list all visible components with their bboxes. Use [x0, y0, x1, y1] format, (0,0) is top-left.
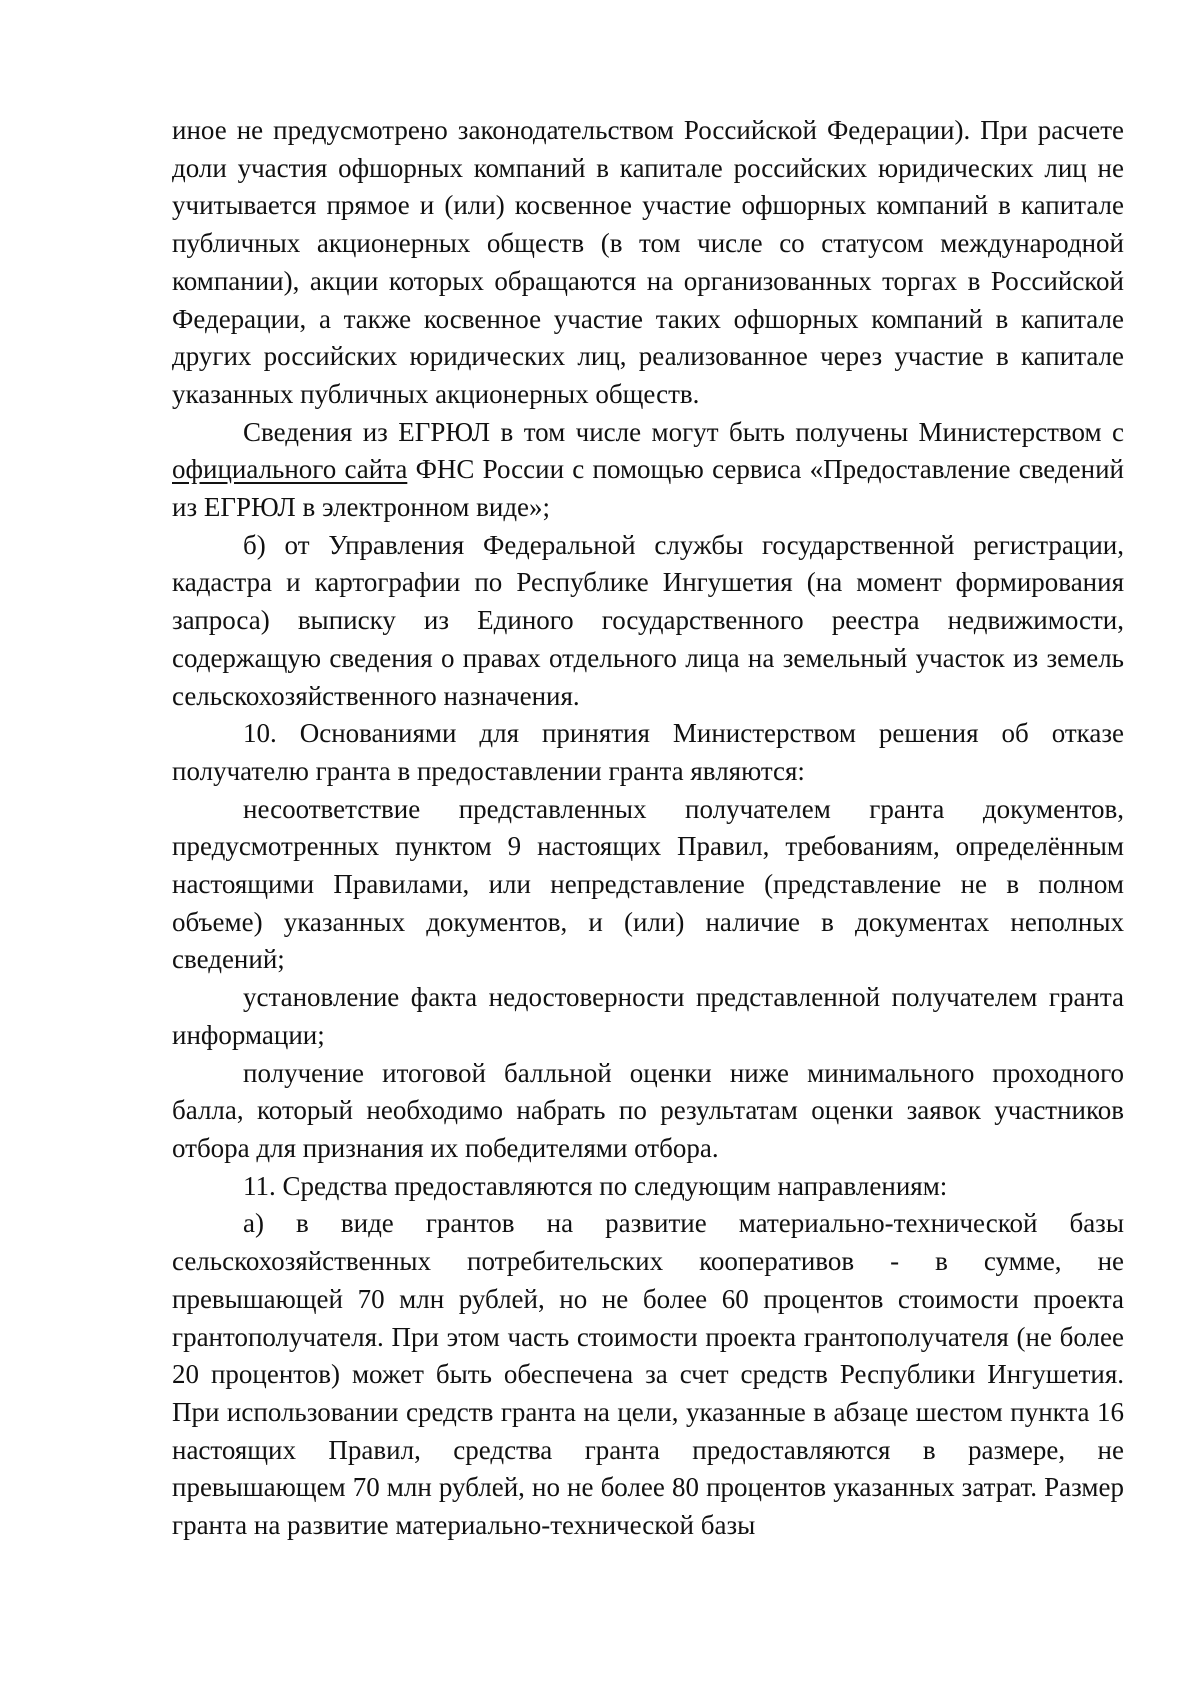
paragraph-11-directions: 11. Средства предоставляются по следующим направлениям:	[243, 1170, 948, 1201]
paragraph-egrul-text-start: Сведения из ЕГРЮЛ в том числе могут быть получены Министерством с	[243, 416, 1124, 447]
document-body	[172, 112, 1124, 1545]
paragraph-egrul-info	[172, 414, 1124, 527]
paragraph-documents-mismatch: несоответствие представленных получателем гранта документов, предусмотренных пунктом 9 настоящих Правил, требованиям, определённым настоящими Правилами, или непредставление (представление не в полном объеме) указанных документов, и (или) наличие в документах неполных сведений;	[172, 793, 1124, 975]
paragraph-10-refusal-grounds: 10. Основаниями для принятия Министерством решения об отказе получателю гранта в предоставлении гранта являются:	[172, 718, 1124, 786]
paragraph-false-information: установление факта недостоверности представленной получателем гранта информации;	[172, 982, 1124, 1050]
paragraph-offshore-participation: иное не предусмотрено законодательством Российской Федерации). При расчете доли участия офшорных компаний в капитале российских юридических лиц не учитывается прямое и (или) косвенное участие офшорных компаний в капитале публичных акционерных обществ (в том числе со статусом международной компании), акции которых обращаются на организованных торгах в Российской Федерации, а также косвенное участие таких офшорных компаний в капитале других российских юридических лиц, реализованное через участие в капитале указанных публичных акционерных обществ.	[172, 115, 1124, 409]
paragraph-egrul-text-end: ФНС России с помощью сервиса «Предоставление сведений из ЕГРЮЛ в электронном виде»;	[172, 454, 1124, 523]
paragraph-rosreestr: б) от Управления Федеральной службы государственной регистрации, кадастра и картографии по Республике Ингушетия (на момент формирования запроса) выписку из Единого государственного реестра недвижимости, содержащую сведения о правах отдельного лица на земельный участок из земель сельскохозяйственного назначения.	[172, 529, 1124, 711]
paragraph-grants-cooperatives: а) в виде грантов на развитие материально-технической базы сельскохозяйственных потребительских кооперативов - в сумме, не превышающей 70 млн рублей, но не более 60 процентов стоимости проекта грантополучателя. При этом часть стоимости проекта грантополучателя (не более 20 процентов) может быть обеспечена за счет средств Республики Ингушетия. При использовании средств гранта на цели, указанные в абзаце шестом пункта 16 настоящих Правил, средства гранта предоставляются в размере, не превышающем 70 млн рублей, но не более 80 процентов указанных затрат. Размер гранта на развитие материально-технической базы	[172, 1208, 1124, 1541]
official-site-link[interactable]: официального сайта	[172, 454, 408, 485]
paragraph-low-score: получение итоговой балльной оценки ниже минимального проходного балла, который необходимо набрать по результатам оценки заявок участников отбора для признания их победителями отбора.	[172, 1057, 1124, 1163]
